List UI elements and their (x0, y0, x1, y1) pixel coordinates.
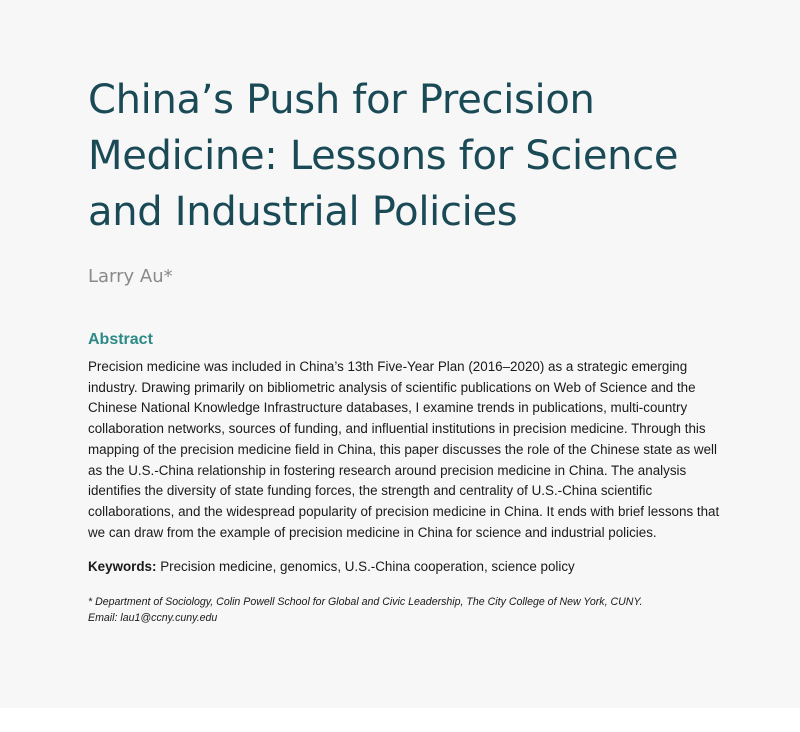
keywords-line (88, 559, 728, 574)
author-name: Larry Au* (88, 266, 173, 287)
paper-title: China’s Push for Precision Medicine: Lessons for Science and Industrial Policies (88, 77, 679, 235)
footnote-affiliation: * Department of Sociology, Colin Powell School for Global and Civic Leadership, The City College of New York, CUNY. (88, 596, 643, 609)
paper-content (88, 72, 728, 626)
footnote-email: Email: lau1@ccny.cuny.edu (88, 612, 218, 625)
keywords-label: Keywords: (88, 559, 157, 575)
keywords-text: Precision medicine, genomics, U.S.-China cooperation, science policy (156, 559, 575, 575)
abstract-heading: Abstract (88, 331, 153, 348)
abstract-body: Precision medicine was included in China’s 13th Five-Year Plan (2016–2020) as a strategic emerging industry. Drawing primarily on bibliometric analysis of scientific publications on Web of Science and the Chinese National Knowledge Infrastructure databases, I examine trends in publications, multi-country collaboration networks, sources of funding, and influential institutions in precision medicine. Through this mapping of the precision medicine field in China, this paper discusses the role of the Chinese state as well as the U.S.-China relationship in fostering research around precision medicine in China. The analysis identifies the diversity of state funding forces, the strength and centrality of U.S.-China scientific collaborations, and the widespread popularity of precision medicine in China. It ends with brief lessons that we can draw from the example of precision medicine in China for science and industrial policies. (88, 359, 720, 540)
author-footnote (88, 594, 728, 626)
